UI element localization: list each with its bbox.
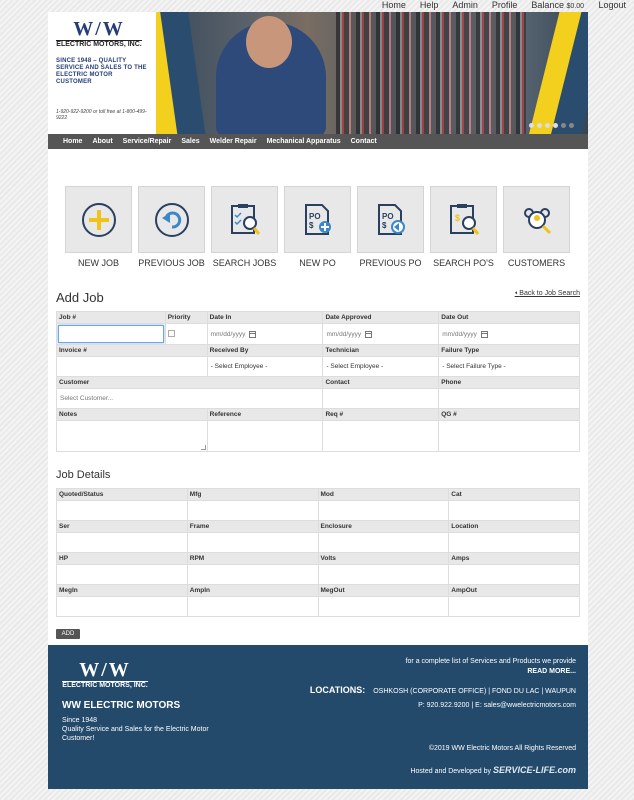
tile-icon-box bbox=[65, 186, 132, 253]
invoice-input[interactable] bbox=[57, 357, 207, 376]
tile-icon-box bbox=[284, 186, 351, 253]
label-megin: MegIn bbox=[57, 585, 188, 597]
megout-cell bbox=[318, 597, 449, 617]
enclosure-cell bbox=[318, 533, 449, 553]
volts-cell bbox=[318, 565, 449, 585]
rpm-input[interactable] bbox=[188, 565, 318, 584]
megin-input[interactable] bbox=[57, 597, 187, 616]
label-ampin: AmpIn bbox=[187, 585, 318, 597]
date-out-placeholder: mm/dd/yyyy bbox=[442, 330, 477, 338]
label-contact: Contact bbox=[323, 377, 439, 389]
form-input-row bbox=[57, 389, 580, 409]
top-nav-admin[interactable]: Admin bbox=[452, 0, 478, 10]
label-notes: Notes bbox=[57, 409, 208, 421]
ampout-input[interactable] bbox=[449, 597, 579, 616]
label-mod: Mod bbox=[318, 489, 449, 501]
brand-tagline: SINCE 1948 – QUALITY SERVICE AND SALES TO THE ELECTRIC MOTOR CUSTOMER bbox=[56, 58, 147, 85]
frame-cell bbox=[187, 533, 318, 553]
tile-new-po[interactable] bbox=[284, 186, 351, 268]
add-button[interactable]: ADD bbox=[56, 629, 80, 639]
tile-icon-box bbox=[357, 186, 424, 253]
label-frame: Frame bbox=[187, 521, 318, 533]
label-reference: Reference bbox=[207, 409, 323, 421]
label-date-approved: Date Approved bbox=[323, 312, 439, 324]
location-input[interactable] bbox=[449, 533, 579, 552]
qg-input[interactable] bbox=[439, 421, 579, 451]
label-megout: MegOut bbox=[318, 585, 449, 597]
label-invoice: Invoice # bbox=[57, 345, 208, 357]
footer-desc-line1: Since 1948 bbox=[62, 717, 98, 724]
back-link-text: Back to Job Search bbox=[519, 290, 580, 297]
footer-hosted-text: Hosted and Developed by bbox=[410, 768, 492, 775]
date-in-input[interactable] bbox=[208, 324, 323, 344]
details-header-row bbox=[57, 489, 580, 501]
rpm-cell bbox=[187, 565, 318, 585]
tile-icon-box bbox=[138, 186, 205, 253]
tile-label: NEW PO bbox=[299, 258, 336, 268]
footer-locations-list: OSHKOSH (CORPORATE OFFICE) | FOND DU LAC | WAUPUN bbox=[373, 688, 576, 695]
top-utility-nav bbox=[382, 0, 584, 12]
cat-cell bbox=[449, 501, 580, 521]
phone-input[interactable] bbox=[439, 389, 579, 408]
form-input-row bbox=[57, 357, 580, 377]
slider-dot[interactable] bbox=[553, 123, 558, 128]
po-add-icon bbox=[299, 201, 337, 239]
form-input-row bbox=[57, 421, 580, 452]
job-details-form bbox=[56, 488, 580, 617]
label-phone: Phone bbox=[439, 377, 580, 389]
details-header-row bbox=[57, 585, 580, 597]
date-in-placeholder: mm/dd/yyyy bbox=[210, 330, 246, 338]
reference-input[interactable] bbox=[208, 421, 323, 451]
hero-photo bbox=[156, 12, 588, 134]
quoted-status-cell bbox=[57, 501, 188, 521]
received-by-select[interactable]: - Select Employee - bbox=[210, 363, 268, 370]
priority-cell bbox=[165, 324, 207, 345]
footer-hosted bbox=[410, 765, 576, 775]
hp-cell bbox=[57, 565, 188, 585]
main-nav-about[interactable]: About bbox=[92, 138, 113, 145]
form-header-row bbox=[57, 312, 580, 324]
slider-dot[interactable] bbox=[545, 123, 550, 128]
resize-handle-icon[interactable] bbox=[201, 445, 206, 450]
frame-input[interactable] bbox=[188, 533, 318, 552]
quick-action-tiles bbox=[65, 186, 570, 268]
balance-display[interactable] bbox=[531, 0, 584, 12]
page-container bbox=[48, 12, 588, 789]
label-priority: Priority bbox=[165, 312, 207, 324]
label-quoted-status: Quoted/Status bbox=[57, 489, 188, 501]
failure-type-select[interactable]: - Select Failure Type - bbox=[442, 363, 506, 370]
volts-input[interactable] bbox=[319, 565, 449, 584]
tile-icon-box bbox=[430, 186, 497, 253]
site-header bbox=[48, 12, 588, 134]
notes-textarea[interactable] bbox=[57, 421, 207, 451]
ser-input[interactable] bbox=[57, 533, 187, 552]
tile-icon-box bbox=[503, 186, 570, 253]
add-job-form bbox=[56, 311, 580, 452]
tile-label: NEW JOB bbox=[77, 258, 119, 268]
label-rpm: RPM bbox=[187, 553, 318, 565]
amps-input[interactable] bbox=[449, 565, 579, 584]
svg-text:PO: PO bbox=[308, 211, 321, 221]
phone-cell bbox=[439, 389, 580, 409]
label-customer: Customer bbox=[57, 377, 323, 389]
reference-cell bbox=[207, 421, 323, 452]
footer-services-text: for a complete list of Services and Products we provide bbox=[405, 658, 576, 665]
tile-search-jobs[interactable] bbox=[211, 186, 278, 268]
main-nav-home[interactable]: Home bbox=[63, 138, 83, 145]
technician-cell bbox=[323, 357, 439, 377]
balance-label: Balance bbox=[531, 0, 564, 10]
logo-initials: W/W bbox=[73, 18, 125, 40]
tile-search-pos[interactable] bbox=[430, 186, 497, 268]
hero-wires bbox=[336, 12, 526, 134]
footer-logo[interactable] bbox=[62, 659, 148, 689]
mfg-input[interactable] bbox=[188, 501, 318, 520]
notes-cell bbox=[57, 421, 208, 452]
form-header-row bbox=[57, 409, 580, 421]
date-in-cell bbox=[207, 324, 323, 345]
footer-hosted-brand-link[interactable]: SERVICE-LIFE.com bbox=[492, 765, 576, 775]
label-failure-type: Failure Type bbox=[439, 345, 580, 357]
plus-icon bbox=[80, 201, 118, 239]
label-enclosure: Enclosure bbox=[318, 521, 449, 533]
svg-text:$: $ bbox=[454, 212, 460, 223]
slider-dot-active[interactable] bbox=[569, 123, 574, 128]
main-nav-welder-repair[interactable]: Welder Repair bbox=[209, 138, 257, 145]
customer-select[interactable]: Select Customer... bbox=[60, 395, 114, 402]
qg-cell bbox=[439, 421, 580, 452]
date-out-input[interactable] bbox=[439, 324, 579, 344]
label-technician: Technician bbox=[323, 345, 439, 357]
tile-previous-po[interactable] bbox=[357, 186, 424, 268]
technician-select[interactable]: - Select Employee - bbox=[326, 363, 384, 370]
date-out-cell bbox=[439, 324, 580, 345]
balance-value: $0.00 bbox=[566, 3, 584, 10]
req-input[interactable] bbox=[323, 421, 438, 451]
details-input-row bbox=[57, 501, 580, 521]
slider-dot[interactable] bbox=[529, 123, 534, 128]
mod-cell bbox=[318, 501, 449, 521]
main-nav bbox=[48, 134, 588, 149]
tile-label: SEARCH JOBS bbox=[212, 258, 277, 268]
ampin-input[interactable] bbox=[188, 597, 318, 616]
quoted-status-input[interactable] bbox=[57, 501, 187, 520]
ser-cell bbox=[57, 533, 188, 553]
details-header-row bbox=[57, 553, 580, 565]
po-search-icon bbox=[445, 201, 483, 239]
footer-logo-text: ELECTRIC MOTORS, INC. bbox=[62, 682, 148, 689]
back-arrow-icon bbox=[153, 201, 191, 239]
svg-text:$: $ bbox=[308, 220, 313, 230]
req-cell bbox=[323, 421, 439, 452]
megout-input[interactable] bbox=[319, 597, 449, 616]
tile-customers[interactable] bbox=[503, 186, 570, 268]
slider-dot-active[interactable] bbox=[561, 123, 566, 128]
job-number-cell bbox=[57, 324, 166, 345]
left-arrow-icon: 🢐 bbox=[514, 290, 520, 297]
contact-input[interactable] bbox=[323, 389, 438, 408]
date-approved-placeholder: mm/dd/yyyy bbox=[326, 330, 362, 338]
details-input-row bbox=[57, 597, 580, 617]
label-req: Req # bbox=[323, 409, 439, 421]
back-to-job-search-link[interactable] bbox=[515, 289, 580, 300]
ampout-cell bbox=[449, 597, 580, 617]
enclosure-input[interactable] bbox=[319, 533, 449, 552]
tile-new-job[interactable] bbox=[65, 186, 132, 268]
failure-type-cell bbox=[439, 357, 580, 377]
received-by-cell bbox=[207, 357, 323, 377]
form-header-row bbox=[57, 345, 580, 357]
footer-logo-initials: W/W bbox=[79, 659, 131, 681]
hero-technician-head bbox=[246, 16, 292, 68]
label-volts: Volts bbox=[318, 553, 449, 565]
location-cell bbox=[449, 533, 580, 553]
slider-dots bbox=[529, 123, 574, 128]
cat-input[interactable] bbox=[449, 501, 579, 520]
details-input-row bbox=[57, 533, 580, 553]
clipboard-search-icon bbox=[226, 201, 264, 239]
ampin-cell bbox=[187, 597, 318, 617]
mod-input[interactable] bbox=[319, 501, 449, 520]
label-ser: Ser bbox=[57, 521, 188, 533]
calendar-icon[interactable] bbox=[365, 331, 372, 338]
label-amps: Amps bbox=[449, 553, 580, 565]
tile-label: PREVIOUS PO bbox=[359, 258, 422, 268]
brand-logo[interactable] bbox=[56, 18, 142, 48]
brand-phone: 1-920-922-9200 or toll free at 1-800-499-9222 bbox=[56, 109, 147, 121]
label-mfg: Mfg bbox=[187, 489, 318, 501]
calendar-icon[interactable] bbox=[249, 331, 256, 338]
label-date-out: Date Out bbox=[439, 312, 580, 324]
tile-label: SEARCH PO'S bbox=[433, 258, 494, 268]
footer-locations-label: LOCATIONS: bbox=[309, 685, 366, 695]
main-nav-sales[interactable]: Sales bbox=[181, 138, 200, 145]
label-job-number: Job # bbox=[57, 312, 166, 324]
svg-text:PO: PO bbox=[381, 211, 394, 221]
date-approved-cell bbox=[323, 324, 439, 345]
site-footer bbox=[48, 645, 588, 789]
label-received-by: Received By bbox=[207, 345, 323, 357]
customer-cell bbox=[57, 389, 323, 409]
footer-desc-line2: Quality Service and Sales for the Electric Motor Customer! bbox=[62, 726, 209, 742]
footer-locations bbox=[310, 685, 576, 695]
label-ampout: AmpOut bbox=[449, 585, 580, 597]
hp-input[interactable] bbox=[57, 565, 187, 584]
svg-text:$: $ bbox=[381, 220, 386, 230]
top-nav-help[interactable]: Help bbox=[419, 0, 439, 10]
customers-search-icon bbox=[518, 201, 556, 239]
details-input-row bbox=[57, 565, 580, 585]
main-nav-contact[interactable]: Contact bbox=[350, 138, 377, 145]
label-date-in: Date In bbox=[207, 312, 323, 324]
label-qg: QG # bbox=[439, 409, 580, 421]
date-approved-input[interactable] bbox=[323, 324, 438, 344]
po-back-icon bbox=[372, 201, 410, 239]
tile-label: CUSTOMERS bbox=[507, 258, 566, 268]
invoice-cell bbox=[57, 357, 208, 377]
footer-description bbox=[62, 716, 222, 743]
logout-link[interactable]: Logout bbox=[598, 0, 626, 10]
amps-cell bbox=[449, 565, 580, 585]
form-header-row bbox=[57, 377, 580, 389]
logo-text: ELECTRIC MOTORS, INC. bbox=[56, 41, 142, 48]
label-cat: Cat bbox=[449, 489, 580, 501]
add-job-title: Add Job bbox=[56, 290, 104, 305]
footer-read-more-link[interactable]: READ MORE... bbox=[527, 668, 576, 675]
label-location: Location bbox=[449, 521, 580, 533]
megin-cell bbox=[57, 597, 188, 617]
footer-contact: P: 920.922.9200 | E: sales@wwelectricmotors.com bbox=[418, 702, 576, 709]
tile-previous-job[interactable] bbox=[138, 186, 205, 268]
mfg-cell bbox=[187, 501, 318, 521]
slider-dot[interactable] bbox=[537, 123, 542, 128]
tile-label: PREVIOUS JOB bbox=[138, 258, 205, 268]
tile-icon-box bbox=[211, 186, 278, 253]
footer-company-name: WW ELECTRIC MOTORS bbox=[62, 700, 181, 711]
calendar-icon[interactable] bbox=[481, 331, 488, 338]
main-nav-mechanical-apparatus[interactable]: Mechanical Apparatus bbox=[266, 138, 341, 145]
job-number-input[interactable] bbox=[58, 325, 164, 343]
main-nav-service-repair[interactable]: Service/Repair bbox=[122, 138, 172, 145]
contact-cell bbox=[323, 389, 439, 409]
top-nav-home[interactable]: Home bbox=[381, 0, 406, 10]
label-hp: HP bbox=[57, 553, 188, 565]
details-header-row bbox=[57, 521, 580, 533]
footer-copyright: ©2019 WW Electric Motors All Rights Reserved bbox=[428, 745, 576, 752]
top-nav-profile[interactable]: Profile bbox=[491, 0, 518, 10]
job-details-title: Job Details bbox=[56, 469, 111, 481]
form-input-row bbox=[57, 324, 580, 345]
priority-checkbox[interactable] bbox=[168, 330, 175, 337]
